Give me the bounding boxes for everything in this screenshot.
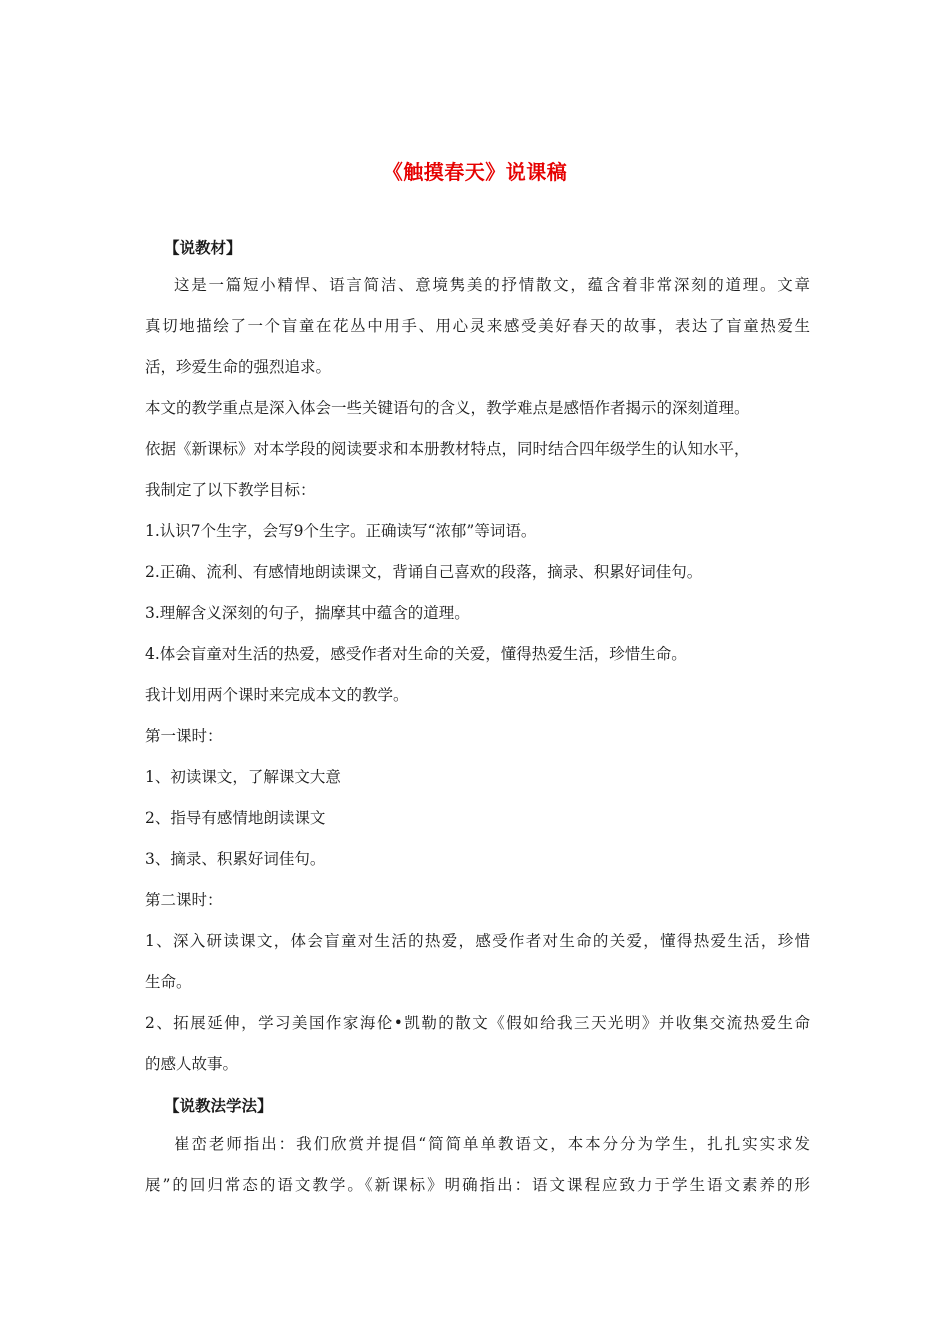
- list-item: 4.体会盲童对生活的热爱，感受作者对生命的关爱，懂得热爱生活，珍惜生命。: [145, 645, 687, 663]
- paragraph-line: 我制定了以下教学目标：: [145, 481, 316, 499]
- list-item: 2、指导有感情地朗读课文: [145, 809, 326, 827]
- section-heading-textbook: 【说教材】: [164, 239, 242, 257]
- lesson-label: 第二课时：: [145, 891, 223, 909]
- list-item: 2.正确、流利、有感情地朗读课文，背诵自己喜欢的段落，摘录、积累好词佳句。: [145, 563, 703, 581]
- list-item: 1、深入研读课文，体会盲童对生活的热爱，感受作者对生命的关爱，懂得热爱生活，珍惜: [145, 932, 810, 950]
- list-item: 2、拓展延伸，学习美国作家海伦•凯勒的散文《假如给我三天光明》并收集交流热爱生命: [145, 1014, 810, 1032]
- paragraph-line: 依据《新课标》对本学段的阅读要求和本册教材特点，同时结合四年级学生的认知水平，: [145, 440, 750, 458]
- paragraph-line: 这是一篇短小精悍、语言简洁、意境隽美的抒情散文，蕴含着非常深刻的道理。文章: [174, 276, 810, 294]
- list-item: 生命。: [145, 973, 192, 991]
- section-heading-methods: 【说教法学法】: [164, 1097, 273, 1115]
- paragraph-line: 本文的教学重点是深入体会一些关键语句的含义，教学难点是感悟作者揭示的深刻道理。: [145, 399, 750, 417]
- paragraph-line: 真切地描绘了一个盲童在花丛中用手、用心灵来感受美好春天的故事，表达了盲童热爱生: [145, 317, 810, 335]
- paragraph-line: 活，珍爱生命的强烈追求。: [145, 358, 332, 376]
- paragraph-line: 我计划用两个课时来完成本文的教学。: [145, 686, 409, 704]
- list-item: 1.认识7个生字，会写9个生字。正确读写“浓郁”等词语。: [145, 522, 537, 540]
- page-title: 《触摸春天》说课稿: [382, 160, 568, 184]
- lesson-label: 第一课时：: [145, 727, 223, 745]
- list-item: 1、初读课文，了解课文大意: [145, 768, 341, 786]
- paragraph-line: 崔峦老师指出：我们欣赏并提倡“简简单单教语文，本本分分为学生，扎扎实实求发: [174, 1135, 810, 1153]
- paragraph-line: 展”的回归常态的语文教学。《新课标》明确指出：语文课程应致力于学生语文素养的形: [145, 1176, 810, 1194]
- list-item: 的感人故事。: [145, 1055, 239, 1073]
- list-item: 3.理解含义深刻的句子，揣摩其中蕴含的道理。: [145, 604, 470, 622]
- list-item: 3、摘录、积累好词佳句。: [145, 850, 326, 868]
